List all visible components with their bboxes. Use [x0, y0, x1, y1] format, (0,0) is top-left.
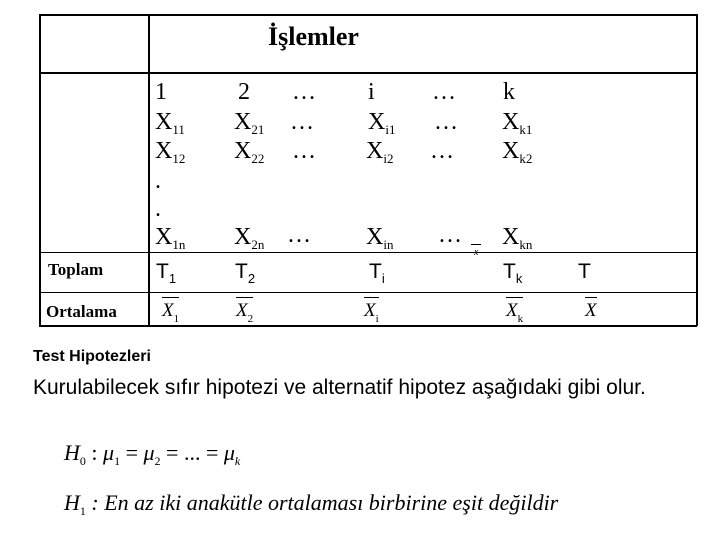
stray-mark: x	[474, 247, 478, 258]
mean-row-label: Ortalama	[46, 302, 117, 321]
column-head: …	[432, 79, 456, 105]
ellipsis-dot: .	[155, 168, 161, 194]
table-cell: $X_{12}$	[155, 138, 186, 166]
table-border-left	[39, 14, 41, 326]
table-cell: $X_{22}$	[234, 138, 265, 166]
table-cell: …	[430, 138, 454, 164]
total-cell: $T_k$	[503, 260, 523, 286]
mean-cell: $X_k$	[506, 300, 524, 325]
total-cell: $T_i$	[369, 260, 385, 286]
table-border-right	[696, 14, 698, 326]
body-text: Kurulabilecek sıfır hipotezi ve alternatif hipotez aşağıdaki gibi olur.	[33, 376, 646, 399]
table-divider-vertical	[148, 14, 150, 326]
total-cell: $T_1$	[156, 260, 177, 286]
table-border-bottom	[39, 325, 697, 327]
table-cell: $X_{in}$	[366, 224, 394, 252]
total-row-label: Toplam	[48, 260, 104, 279]
table-cell: …	[287, 222, 311, 248]
grand-mean-cell: X	[585, 300, 597, 321]
mean-cell: $X_i$	[364, 300, 379, 325]
table-cell: $X_{i2}$	[366, 138, 394, 166]
table-cell: …	[290, 109, 314, 135]
grand-total-cell: T	[578, 260, 591, 283]
table-cell: $X_{21}$	[234, 109, 265, 137]
table-divider-header	[39, 72, 697, 74]
column-head: 1	[155, 79, 167, 105]
table-cell: …	[292, 138, 316, 164]
mean-cell: $X_1$	[162, 300, 180, 325]
mean-cell: $X_2$	[236, 300, 254, 325]
table-header: İşlemler	[268, 22, 359, 51]
table-cell: $X_{2n}$	[234, 224, 265, 252]
column-head: …	[292, 79, 316, 105]
column-head: k	[503, 79, 515, 105]
ellipsis-dot: .	[155, 196, 161, 222]
h1-formula: $H_1$ : En az iki anakütle ortalaması birbirine eşit değildir	[64, 490, 559, 518]
table-cell: …	[438, 222, 462, 248]
section-title: Test Hipotezleri	[33, 348, 151, 365]
table-border-top	[39, 14, 697, 16]
table-cell: $X_{1n}$	[155, 224, 186, 252]
table-cell: $X_{kn}$	[502, 224, 533, 252]
table-cell: $X_{i1}$	[368, 109, 396, 137]
column-head: 2	[238, 79, 250, 105]
table-divider-mean	[39, 292, 697, 293]
h0-formula: $H_0$ : $\mu_1 = \mu_2$ = ... = $\mu_k$	[64, 440, 241, 468]
table-cell: …	[434, 109, 458, 135]
column-head: i	[368, 79, 375, 105]
table-cell: $X_{11}$	[155, 109, 185, 137]
table-cell: $X_{k2}$	[502, 138, 533, 166]
table-cell: $X_{k1}$	[502, 109, 533, 137]
total-cell: $T_2$	[235, 260, 256, 286]
